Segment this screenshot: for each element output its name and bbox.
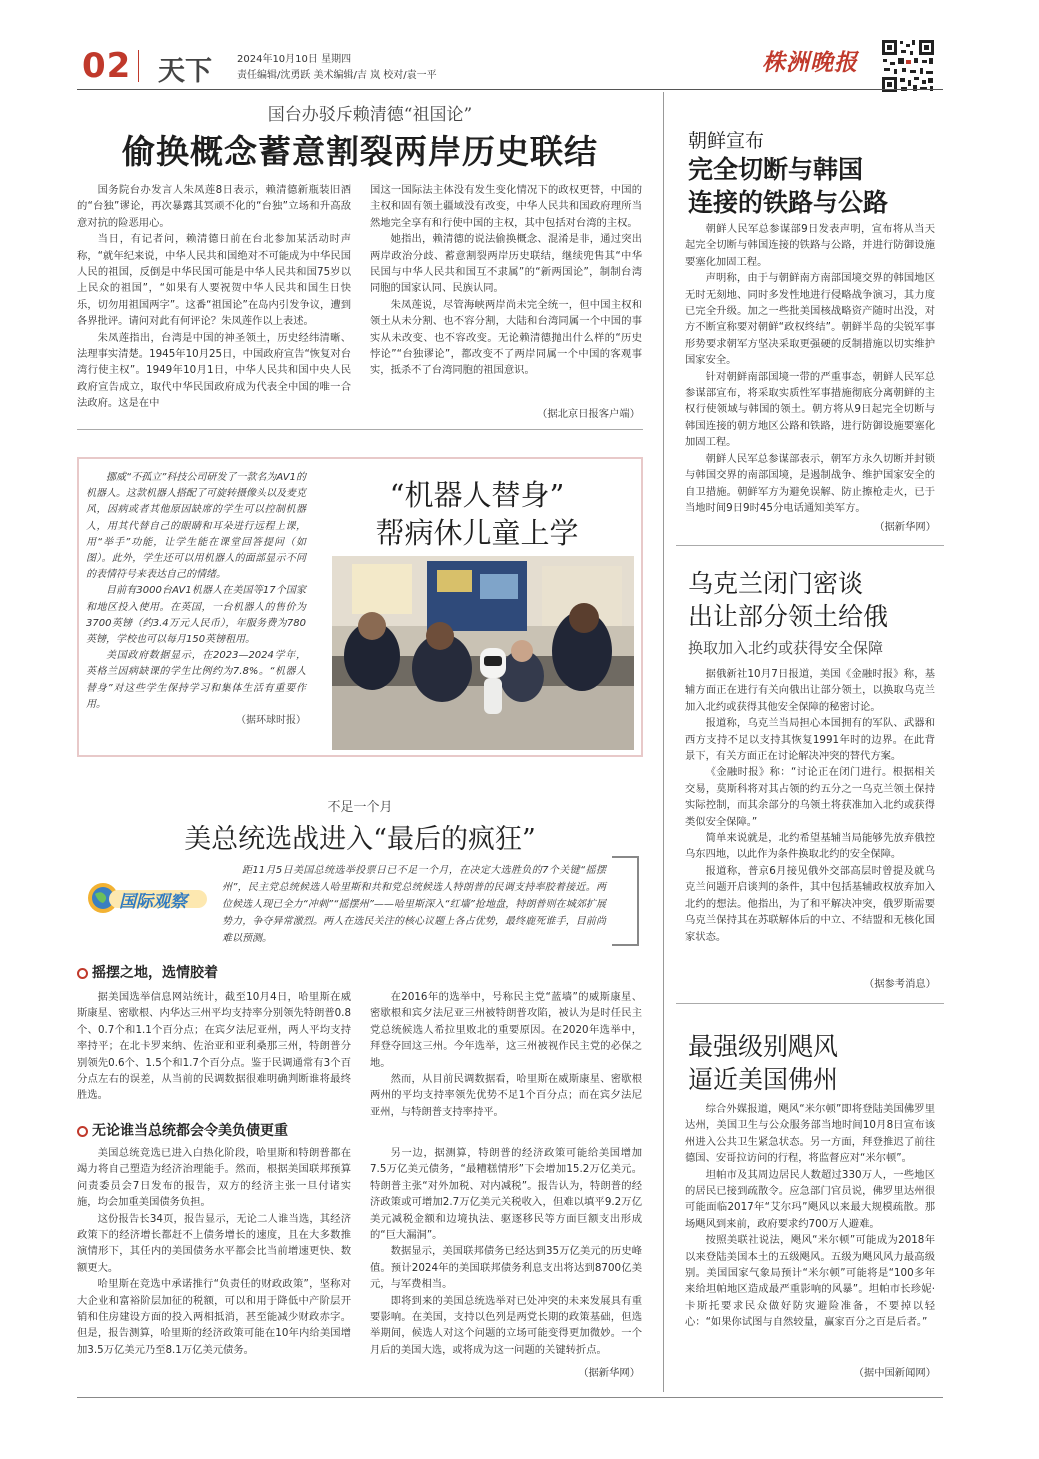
ukraine-paragraph: 《金融时报》称：“讨论正在闭门进行。根据相关交易，莫斯科将对其占领的约五分之一乌克兰领土保持实际控制，而其余部分的乌领土将获准加入北约或获得类似安全保障。” [685, 766, 935, 828]
badge-label: 国际观察 [119, 892, 187, 912]
ukraine-body [685, 666, 935, 945]
us-paragraph: 另一边，据测算，特朗普的经济政策可能给美国增加7.5万亿美元债务，“最糟糕情形”下会增加15.2万亿美元。特朗普主张“对外加税、对内减税”。报告认为，特朗普的经济政策或可增加2.7万亿美元关税收入，但难以填平9.2万亿美元减税金额和边境执法、驱逐移民等方面巨额支出形成的“巨大漏洞”。 [370, 1147, 642, 1242]
robot-paragraph: 目前有3000台AV1机器人在美国等17个国家和地区投入使用。在英国，一台机器人的售价为3700英镑（约3.4万元人民币），年服务费为780英镑，学校也可以每月150英镑租用。 [86, 585, 306, 646]
robot-title-line-1: “机器人替身” [389, 478, 565, 512]
international-observation-badge [81, 880, 211, 916]
robot-source: （据环球时报） [236, 715, 306, 727]
taiwan-paragraph: 朱凤莲说，尽管海峡两岸尚未完全统一，但中国主权和领土从未分割、也不容分割，大陆和台湾同属一个中国的事实从未改变、也不容改变。无论赖清德抛出什么样的“历史悖论”“台独谬论”，都改变不了两岸同属一个中国的客观事实，抵杀不了台湾同胞的祖国意识。 [370, 298, 642, 377]
us-sec2-column-2 [370, 1145, 642, 1358]
us-paragraph: 数据显示，美国联邦债务已经达到35万亿美元的历史峰值。预计2024年的美国联邦债务利息支出将达到8700亿美元，与军费相当。 [370, 1245, 642, 1291]
us-source: （据新华网） [578, 1367, 640, 1379]
bottom-rule [77, 1397, 943, 1398]
us-paragraph: 美国总统竞选已进入白热化阶段，哈里斯和特朗普都在竭力将自己塑造为经济治理能手。然而，根据美国联邦预算问责委员会7日发布的报告，双方的经济主张一旦付诸实施，均会加重美国债务负担。 [77, 1147, 351, 1209]
robot-text [86, 470, 306, 729]
taiwan-paragraph: 国务院台办发言人朱凤莲8日表示，赖清德新瓶装旧酒的“台独”谬论，再次暴露其冥顽不化的“台独”立场和升高敌意对抗的险恶用心。 [77, 184, 351, 229]
korea-rubric: 朝鲜宣布 [688, 130, 765, 152]
bracket-decoration [608, 855, 640, 947]
ukraine-paragraph: 简单来说就是，北约希望基辅当局能够先放弃俄控乌东四地，以此作为条件换取北约的安全保障。 [685, 832, 935, 861]
ukraine-subtitle: 换取加入北约或获得安全保障 [688, 639, 884, 657]
ukraine-source: （据参考消息） [863, 978, 936, 990]
hurricane-paragraph: 按照美联社说法，飓风“米尔顿”可能成为2018年以来登陆美国本土的五级飓风。五级为飓风风力最高级别。美国国家气象局预计“米尔顿”可能将是“100多年来给坦帕地区造成最严重影响的风暴”。坦帕市长珍妮·卡斯托要求民众做好防灾避险准备，不要掉以轻心：“如果你试图与自然较量，赢家百分之百是后者。” [685, 1234, 935, 1329]
taiwan-kicker: 国台办驳斥赖清德“祖国论” [267, 105, 473, 125]
taiwan-paragraph: 国这一国际法主体没有发生变化情况下的政权更替，中国的主权和固有领土疆域没有改变，中华人民共和国政府理所当然地完全享有和行使中国的主权，其中包括对台湾的主权。 [370, 184, 642, 229]
us-subhead-2-label: 无论谁当总统都会令美负债更重 [92, 1123, 288, 1139]
us-paragraph: 据美国选举信息网站统计，截至10月4日，哈里斯在威斯康星、密歇根、内华达三州平均支持率分别领先特朗普0.8个、0.7个和1.1个百分点；在宾夕法尼亚州，两人平均支持率持平；在北卡罗来纳、佐治亚和亚利桑那三州，特朗普分别领先0.6个、1.5个和1.7个百分点。鉴于民调通常有3个百分点左右的误差，从当前的民调数据很难明确判断谁将最终胜选。 [77, 991, 351, 1102]
robot-title-line-2: 帮病休儿童上学 [375, 516, 579, 550]
hurricane-paragraph: 坦帕市及其周边居民人数超过330万人，一些地区的居民已接到疏散令。应急部门官员说，佛罗里达州很可能面临2017年“艾尔玛”飓风以来最大规模疏散。那场飓风到来前，政府要求约700万人避难。 [685, 1168, 935, 1230]
taiwan-paragraph: 朱凤莲指出，台湾是中国的神圣领土，历史经纬清晰、法理事实清楚。1945年10月25日，中国政府宣告“恢复对台湾行使主权”。1949年10月1日，中华人民共和国中央人民政府宣告成立，取代中华民国政府成为代表全中国的唯一合法政府。这是在中 [77, 331, 351, 410]
section-name: 天下 [158, 56, 212, 87]
korea-paragraph: 朝鲜人民军总参谋部9日发表声明，宣布将从当天起完全切断与韩国连接的铁路与公路，并进行防御设施要塞化加固工程。 [685, 223, 935, 268]
korea-paragraph: 声明称，由于与朝鲜南方南部国境交界的韩国地区无时无刻地、同时多发性地进行侵略战争演习，其力度已完全升级。加之一些批美国核战略资产随时出没，对方不断宣称要对朝鲜“政权终结”。朝鲜半岛的尖锐军事形势要求朝军方坚决采取更强硬的反制措施以切实维护国家安全。 [685, 272, 935, 367]
us-sec1-column-2 [370, 989, 642, 1120]
us-subhead-1-label: 摇摆之地，选情胶着 [92, 965, 218, 981]
robot-paragraph: 挪威“不孤立”科技公司研发了一款名为AV1的机器人。这款机器人搭配了可旋转摄像头以及麦克风，因病或者其他原因缺席的学生可以控制机器人，用其代替自己的眼睛和耳朵进行远程上课，用“举手”功能，让学生能在课堂回答提问（如图）。此外，学生还可以用机器人的面部显示不同的表情符号来表达自己的情绪。 [86, 472, 306, 581]
us-lead-paragraph: 距11月5日美国总统选举投票日已不足一个月，在决定大选胜负的7个关键“摇摆州”，民主党总统候选人哈里斯和共和党总统候选人特朗普的民调支持率胶着接近。两位候选人现已全力“冲刺”“摇摆州”——哈里斯深入“红墙”抢地盘，特朗普则在城郊扩展势力，争夺异常激烈。两人在选民关注的核心议题上各占优势，最终鹿死谁手，目前尚难以预测。 [222, 865, 606, 944]
us-subhead-1 [77, 962, 218, 982]
qr-code-icon [880, 38, 936, 94]
classroom-photo [332, 556, 634, 750]
korea-title-line-1: 完全切断与韩国 [688, 155, 864, 184]
taiwan-column-2 [370, 182, 642, 379]
us-lead [222, 862, 606, 947]
ukraine-paragraph: 报道称，乌克兰当局担心本国拥有的军队、武器和西方支持不足以支持其恢复1991年时的边界。在此背景下，有关方面正在讨论解决冲突的替代方案。 [685, 717, 935, 763]
robot-paragraph: 美国政府数据显示，在2023—2024学年，英格兰因病缺课的学生比例约为7.8%。“机器人替身”对这些学生保持学习和集体生活有重要作用。 [86, 650, 306, 710]
ukraine-title [688, 567, 938, 633]
hurricane-title-line-1: 最强级别飓风 [688, 1032, 839, 1061]
ukraine-paragraph: 据俄新社10月7日报道，美国《金融时报》称，基辅方面正在进行有关向俄出让部分领土，以换取乌克兰加入北约或获得其他安全保障的秘密讨论。 [685, 668, 935, 713]
taiwan-column-1 [77, 182, 351, 412]
masthead-divider [138, 50, 139, 82]
korea-body [685, 221, 935, 516]
taiwan-title: 偷换概念蓄意割裂两岸历史联结 [122, 132, 598, 171]
us-sec1-column-1 [77, 989, 351, 1104]
us-paragraph: 这份报告长34页，报告显示，无论二人谁当选，其经济政策下的经济增长都赶不上债务增长的速度，且在大多数推演情形下，其任内的美国债务水平都会比当前增速更快、数额更大。 [77, 1212, 351, 1274]
bullet-circle-icon [77, 1126, 88, 1137]
us-kicker: 不足一个月 [327, 800, 393, 815]
column-divider [663, 92, 664, 1392]
taiwan-paragraph: 当日，有记者问，赖清德日前在台北参加某活动时声称，“就年纪来说，中华人民共和国绝对不可能成为中华民国人民的祖国，反倒是中华民国可能是中华人民共和国75岁以上民众的祖国”，“如果有人要祝贺中华人民共和国生日快乐，切勿用祖国两字”。这番“祖国论”在岛内引发争议，遭到各界批评。请问对此有何评论？朱凤莲作以上表述。 [77, 233, 351, 328]
hurricane-paragraph: 综合外媒报道，飓风“米尔顿”即将登陆美国佛罗里达州，美国卫生与公众服务部当地时间10月8日宣布该州进入公共卫生紧急状态。另一方面，拜登推迟了前往德国、安哥拉访问的行程，将监督应对“米尔顿”。 [685, 1103, 935, 1165]
bullet-circle-icon [77, 968, 88, 979]
section-divider [676, 545, 944, 546]
taiwan-source: （据北京日报客户端） [537, 408, 640, 420]
newspaper-logo: 株洲晚报 [762, 49, 858, 76]
us-paragraph: 哈里斯在竞选中承诺推行“负责任的财政政策”，坚称对大企业和富裕阶层加征的税额，可以和用于降低中产阶层开销和住房建设方面的投入两相抵消，甚至能减少财政赤字。但是，报告测算，哈里斯的经济政策可能在10年内给美国增加3.5万亿美元乃至8.1万亿美元债务。 [77, 1278, 351, 1356]
masthead-rule [77, 89, 943, 90]
issue-date: 2024年10月10日 星期四 [237, 54, 352, 65]
korea-paragraph: 朝鲜人民军总参谋部表示，朝军方永久切断并封锁与韩国交界的南部国境，是遏制战争、维护国家安全的自卫措施。朝鲜军方为避免误解、防止擦枪走火，已于当地时间9日9时45分电话通知美军方。 [685, 452, 935, 514]
hurricane-body [685, 1101, 935, 1331]
section-divider [676, 1003, 944, 1004]
us-subhead-2 [77, 1120, 288, 1140]
hurricane-source: （据中国新闻网） [853, 1367, 936, 1379]
robot-title [322, 476, 632, 552]
korea-paragraph: 针对朝鲜南部国境一带的严重事态，朝鲜人民军总参谋部宣布，将采取实质性军事措施彻底分离朝鲜的主权行使领域与韩国的领土。朝方将从9日起完全切断与韩国连接的朝方地区公路和铁路，进行防御设施要塞化加固工程。 [685, 370, 935, 449]
korea-title-line-2: 连接的铁路与公路 [688, 188, 889, 217]
us-title: 美总统选战进入“最后的疯狂” [184, 824, 536, 855]
ukraine-title-line-1: 乌克兰闭门密谈 [688, 569, 864, 598]
taiwan-paragraph: 她指出，赖清德的说法偷换概念、混淆是非，通过突出两岸政治分歧、蓄意割裂两岸历史联结，继续兜售其“中华民国与中华人民共和国互不隶属”的“新两国论”，制制台湾同胞的国家认同、民族认同。 [370, 233, 642, 295]
page-number: 02 [82, 46, 132, 86]
hurricane-title-line-2: 逼近美国佛州 [688, 1065, 839, 1094]
korea-source: （据新华网） [874, 521, 936, 533]
korea-title [688, 153, 938, 219]
editors-credit: 责任编辑/沈勇跃 美术编辑/吉 岚 校对/袁一平 [237, 70, 437, 81]
us-paragraph: 即将到来的美国总统选举对已处冲突的未来发展具有重要影响。在美国，支持以色列是两党长期的政策基础，但选举期间，候选人对这个问题的立场可能变得更加微妙。一个月后的美国大选，或将成为这一问题的关键转折点。 [370, 1294, 642, 1356]
ukraine-paragraph: 报道称，普京6月接见俄外交部高层时曾提及就乌克兰问题开启谈判的条件，其中包括基辅政权放弃加入北约的想法。他指出，为了和平解决冲突，俄罗斯需要乌克兰保持其在苏联解体后的中立、不结盟和无核化国家状态。 [685, 864, 935, 943]
us-paragraph: 在2016年的选举中，号称民主党“蓝墙”的威斯康星、密歇根和宾夕法尼亚三州被特朗普攻陷，被认为是时任民主党总统候选人希拉里败北的重要原因。在2020年选举中，拜登夺回这三州。今年选举，这三州被视作民主党的必保之地。 [370, 991, 642, 1069]
ukraine-title-line-2: 出让部分领土给俄 [688, 602, 889, 631]
hurricane-title [688, 1030, 938, 1096]
section-divider [77, 429, 643, 430]
us-paragraph: 然而，从目前民调数据看，哈里斯在威斯康星、密歇根两州的平均支持率领先优势不足1个百分点；而在宾夕法尼亚州，与特朗普支持率持平。 [370, 1073, 642, 1118]
us-sec2-column-1 [77, 1145, 351, 1358]
